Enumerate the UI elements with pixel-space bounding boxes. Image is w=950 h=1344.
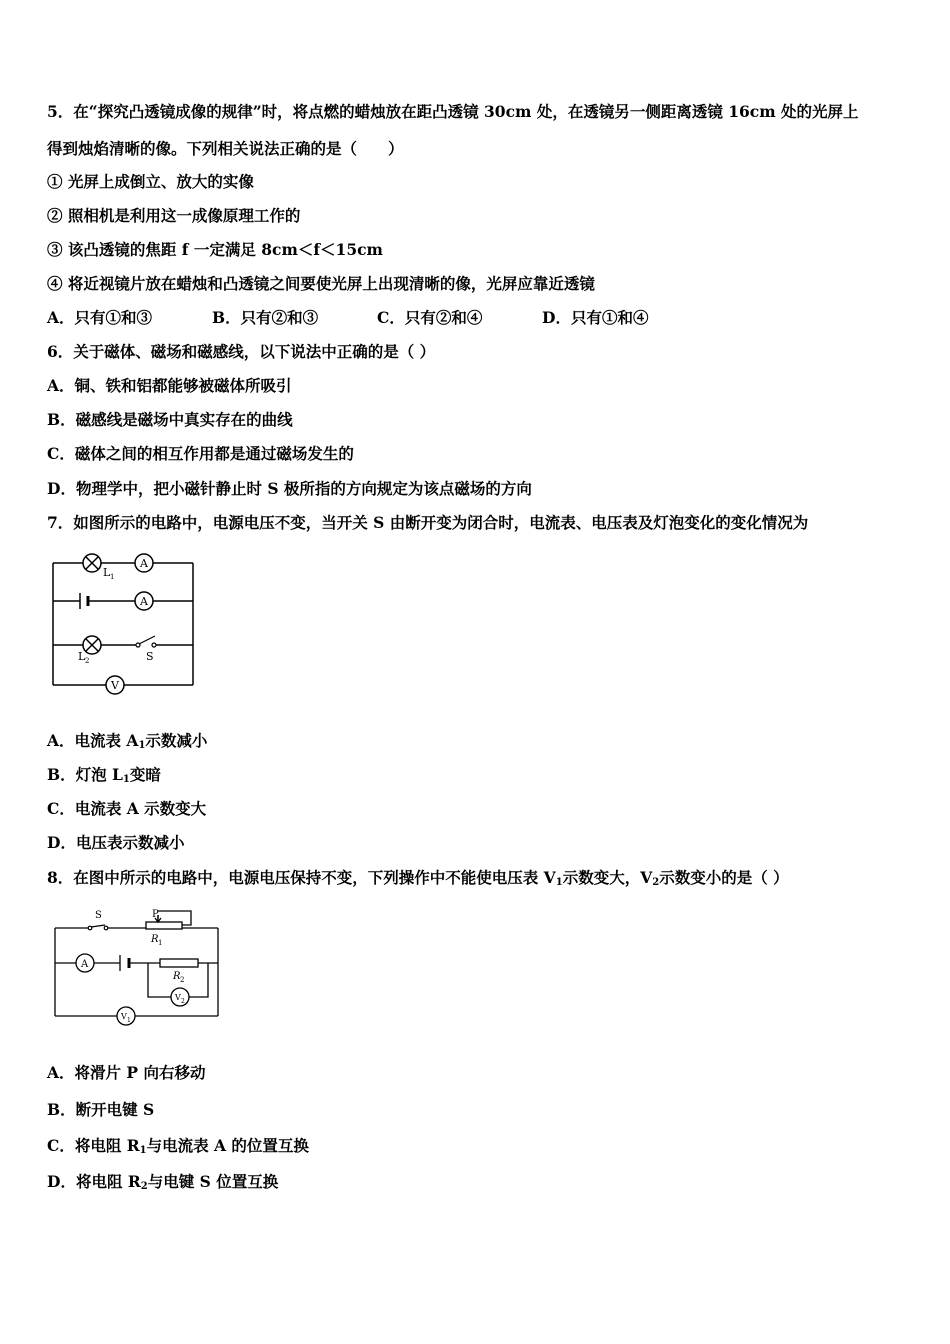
q8-label-r1: R	[151, 934, 159, 945]
q8-label-r1-sub: 1	[158, 939, 163, 947]
q5-statement-1: ① 光屏上成倒立、放大的实像	[47, 172, 254, 191]
q6-option-b[interactable]: B．磁感线是磁场中真实存在的曲线	[47, 410, 293, 429]
q6-option-d[interactable]: D．物理学中，把小磁针静止时 S 极所指的方向规定为该点磁场的方向	[47, 479, 532, 498]
q7-circuit-diagram	[48, 548, 198, 693]
q7-option-a[interactable]: A．电流表 $A_1$示数减小	[47, 731, 208, 751]
q6-option-c[interactable]: C．磁体之间的相互作用都是通过磁场发生的	[47, 444, 354, 463]
q8-label-p: P	[152, 909, 159, 920]
q7-option-d[interactable]: D．电压表示数减小	[47, 833, 185, 852]
q7-label-a: A	[140, 595, 148, 608]
q5-option-d[interactable]: D．只有①和④	[542, 308, 649, 327]
q8-option-d[interactable]: D．将电阻 $R_2$与电键 S 位置互换	[47, 1172, 279, 1192]
q8-label-a: A	[81, 959, 89, 970]
q6-stem: 6．关于磁体、磁场和磁感线，以下说法中正确的是（ ）	[47, 342, 436, 361]
resistor-r2-icon	[160, 959, 198, 967]
lamp-l2-icon	[83, 636, 101, 654]
q5-statement-3: ③ 该凸透镜的焦距 f 一定满足 8cm＜f＜15cm	[47, 240, 383, 259]
switch-s-icon	[136, 636, 156, 647]
q7-option-c[interactable]: C．电流表 A 示数变大	[47, 799, 207, 818]
q7-label-l2: L	[78, 650, 86, 663]
switch-s-icon	[88, 925, 108, 930]
q5-stem-line1: 5．在“探究凸透镜成像的规律”时，将点燃的蜡烛放在距凸透镜 30cm 处，在透镜另一侧距离透镜 16cm 处的光屏上	[47, 102, 859, 121]
q8-label-v2-sub: 2	[181, 998, 185, 1005]
q7-label-l2-sub: 2	[85, 657, 90, 665]
q8-label-v1-sub: 1	[127, 1017, 131, 1024]
q8-label-v2: V	[175, 993, 181, 1002]
lamp-l1-icon	[83, 554, 101, 572]
q6-option-a[interactable]: A．铜、铁和铝都能够被磁体所吸引	[47, 376, 292, 395]
q8-circuit-diagram	[50, 903, 225, 1028]
q5-options	[47, 308, 648, 328]
q7-label-v: V	[111, 679, 119, 692]
q8-label-r2: R	[173, 971, 181, 982]
q7-label-l1-sub: 1	[110, 573, 115, 581]
battery-icon	[120, 955, 129, 971]
q7-label-l1: L	[103, 566, 111, 579]
q5-option-c[interactable]: C．只有②和④	[377, 308, 483, 327]
q8-label-v1: V	[121, 1012, 127, 1021]
q8-option-c[interactable]: C．将电阻 $R_1$与电流表 A 的位置互换	[47, 1136, 309, 1156]
q5-option-b[interactable]: B．只有②和③	[212, 308, 319, 327]
q8-label-s: S	[95, 910, 102, 921]
q8-stem: 8．在图中所示的电路中，电源电压保持不变，下列操作中不能使电压表 $V_1$示数变大，$V_2$示数变小的是（ ）	[47, 868, 789, 888]
q8-option-b[interactable]: B．断开电键 S	[47, 1100, 155, 1119]
q5-option-a[interactable]: A．只有①和③	[47, 308, 153, 327]
q5-statement-2: ② 照相机是利用这一成像原理工作的	[47, 206, 301, 225]
q7-option-b[interactable]: B．灯泡 $L_1$变暗	[47, 765, 161, 785]
q7-stem: 7．如图所示的电路中，电源电压不变，当开关 S 由断开变为闭合时，电流表、电压表及灯泡变化的变化情况为	[47, 513, 809, 532]
q8-option-a[interactable]: A．将滑片 P 向右移动	[47, 1063, 206, 1082]
q5-statement-4: ④ 将近视镜片放在蜡烛和凸透镜之间要使光屏上出现清晰的像，光屏应靠近透镜	[47, 274, 595, 293]
battery-icon	[80, 593, 88, 609]
q7-label-a1: A	[140, 557, 148, 570]
q5-stem-line2: 得到烛焰清晰的像。下列相关说法正确的是（ ）	[47, 139, 404, 158]
q7-label-s: S	[146, 650, 154, 663]
q8-label-r2-sub: 2	[180, 976, 185, 984]
